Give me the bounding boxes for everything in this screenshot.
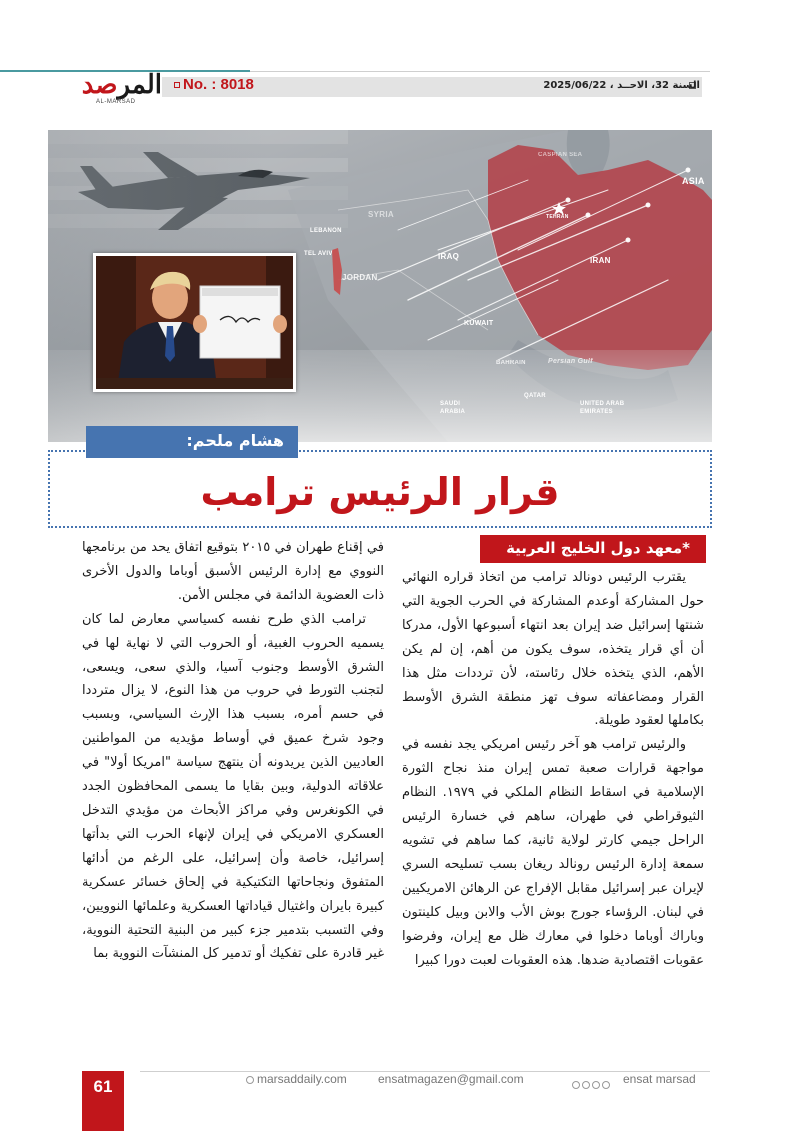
- map-label: IRAQ: [438, 252, 460, 261]
- globe-icon: [246, 1076, 254, 1084]
- map-label: UNITED ARAB EMIRATES: [580, 401, 625, 415]
- footer-email[interactable]: ensatmagazen@gmail.com: [378, 1072, 524, 1086]
- footer-website[interactable]: [246, 1072, 347, 1086]
- logo-text-black: المر: [117, 70, 162, 100]
- map-label: SYRIA: [368, 210, 394, 219]
- page-number-box: [82, 1071, 124, 1131]
- map-label: BAHRAIN: [496, 360, 526, 366]
- map-label: IRAN: [590, 256, 611, 265]
- website-text[interactable]: marsaddaily.com: [257, 1072, 347, 1086]
- social-icons: [572, 1074, 612, 1093]
- article-column-right: [402, 566, 704, 972]
- logo-wordmark: [82, 70, 162, 100]
- article-paragraph: والرئيس ترامب هو آخر رئيس امريكي يجد نفسه في مواجهة قرارات صعبة تمس إيران منذ نجاح الثورة الإسلامية في اسقاط النظام الملكي في ١٩٧٩. النظام الثيوقراطي في طهران، ساهم في خسارة الرئيس الراحل جيمي كارتر لولاية ثانية، كما ساهم في تشويه سمعة إدارة الرئيس رونالد ريغان بسب تسليحه السري لإيران عبر إسرائيل مقابل الإفراج عن الرهائن الامريكيين في لبنان. الرؤساء جورج بوش الأب والابن وبيل كلينتون وباراك أوباما دخلوا في معارك ظل مع إيران، وفرضوا عقوبات اقتصادية ضدها. هذه العقوبات لعبت دورا كبيرا: [402, 737, 704, 968]
- instagram-icon[interactable]: [592, 1081, 600, 1089]
- footer-social-handle[interactable]: ensat marsad: [623, 1072, 696, 1086]
- logo-subtext: AL-MARSAD: [96, 99, 136, 105]
- facebook-icon[interactable]: [572, 1081, 580, 1089]
- map-label: SAUDI ARABIA: [440, 401, 466, 415]
- map-label: JORDAN: [342, 273, 378, 282]
- institute-tag: [480, 535, 706, 563]
- article-paragraph: يقترب الرئيس دونالد ترامب من اتخاذ قراره النهائي حول المشاركة أوعدم المشاركة في الحرب الجوية التي شنتها إسرائيل ضد إيران بعد انتهاء أسبوعها الأول، مدركا أن أي قرار يتخذه، سوف يكون من أهم، إن لم يكن الأهم، الذي يتخذه خلال رئاسته، لأن ترددات مثل هذا القرار ومضاعفاته سوف تهز منطقة الشرق الأوسط بكاملها لعقود طويلة.: [402, 570, 704, 729]
- square-bullet-icon: [174, 82, 180, 88]
- article-title: قرار الرئيس ترامب: [200, 470, 560, 514]
- article-paragraph: ترامب الذي طرح نفسه كسياسي معارض لما كان يسميه الحروب الغبية، أو الحروب التي لا نهاية لها في الشرق الأوسط وجنوب آسيا، والذي سعى، ويسعى، لتجنب التورط في حروب من هذا النوع، لا يزال مترددا في حسم أمره، بسبب هذا الإرث السياسي، وبسبب وجود شرخ عميق في أوساط مؤيديه من المواطنين العاديين الذين يريدونه أن ينتهج سياسة "امريكا أولا" في علاقاته الدولية، وبين بقايا ما يسمى المحافظون الجدد في الكونغرس وفي مراكز الأبحاث من مؤيدي التدخل العسكري الامريكي في إيران لإنهاء الحرب التي بدأتها إسرائيل، خاصة وأن إسرائيل، على الرغم من أدائها المتفوق ونجاحاتها التكتيكية في إلحاق خسائر عسكرية كبيرة بايران واغتيال قياداتها العسكرية وعلمائها النوويين، وفي التسبب بتدمير جزء كبير من البنية التحتية النووية، غير قادرة على تفكيك أو تدمير كل المنشآت النووية بما: [82, 611, 384, 962]
- page-number: 61: [93, 1077, 113, 1096]
- map-label: TEHRAN: [546, 214, 569, 220]
- map-label: Persian Gulf: [548, 358, 593, 365]
- issue-number: [174, 76, 254, 93]
- issue-date: السنة 32، الاحــد ، 2025/06/22: [543, 80, 700, 91]
- author-name: هشام ملحم:: [186, 431, 284, 450]
- article-paragraph: في إقناع طهران في ٢٠١٥ بتوقيع اتفاق يحد من برنامجها النووي مع إدارة الرئيس الأسبق أوباما والدول الأخرى ذات العضوية الدائمة في مجلس الأمن.: [82, 540, 384, 603]
- map-label: QATAR: [524, 393, 546, 399]
- map-label: KUWAIT: [464, 320, 494, 327]
- map-label: CASPIAN SEA: [538, 152, 583, 158]
- top-divider-line: [250, 71, 710, 72]
- institute-name: *معهد دول الخليج العربية: [506, 539, 690, 557]
- article-column-left: [82, 536, 384, 966]
- map-label: LEBANON: [310, 228, 342, 234]
- map-label: ASIA: [682, 176, 705, 186]
- magazine-logo: [82, 70, 162, 110]
- twitter-icon[interactable]: [582, 1081, 590, 1089]
- map-label: TEL AVIV: [304, 251, 333, 257]
- trump-holding-document-illustration: [96, 256, 296, 392]
- logo-text-red: صد: [81, 70, 118, 100]
- article-title-box: [48, 450, 712, 528]
- issue-number-text: No. : 8018: [183, 76, 254, 93]
- trump-signing-photo: [93, 253, 296, 392]
- youtube-icon[interactable]: [602, 1081, 610, 1089]
